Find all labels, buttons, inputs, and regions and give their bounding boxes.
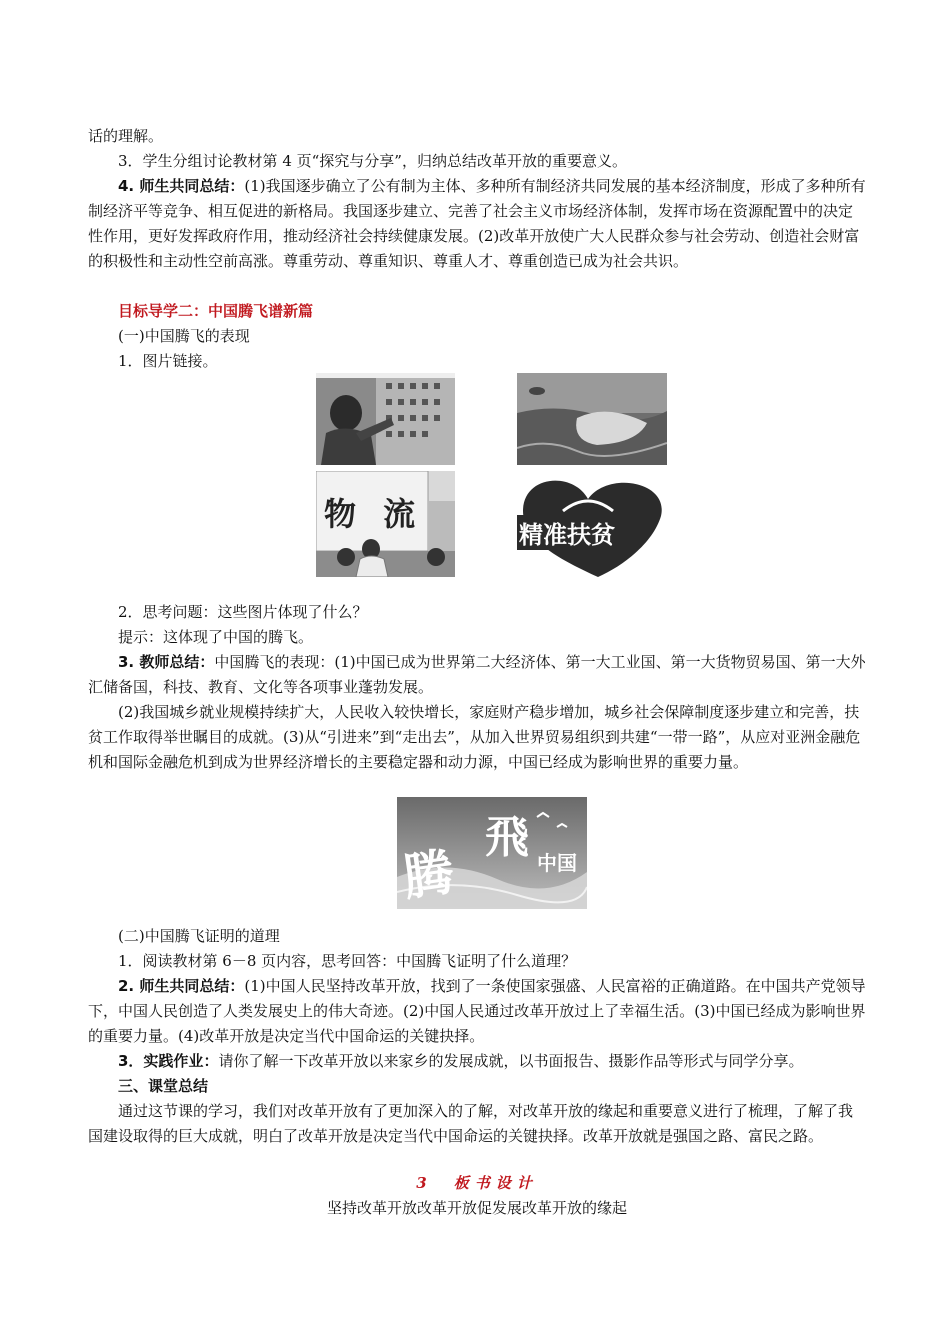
- tengfei-char-2: 飛: [485, 812, 529, 863]
- teacher-summary: [88, 650, 866, 700]
- teacher-summary-text: 中国腾飞的表现：(1)中国已成为世界第二大经济体、第一大工业国、第一大货物贸易国、第一大外汇储备国，科技、教育、文化等各项事业蓬勃发展。: [88, 653, 866, 696]
- think-question: [88, 600, 866, 625]
- submersible-photo: [517, 373, 667, 465]
- think-label: 2．思考问题：: [118, 603, 218, 621]
- item-4-label: 4. 师生共同总结：: [118, 177, 245, 195]
- section-2-heading: (二)中国腾飞证明的道理: [118, 927, 280, 945]
- china-soaring-banner: [397, 797, 587, 909]
- picture-link-item: 1．图片链接。: [118, 352, 218, 370]
- practice-text: 请你了解一下改革开放以来家乡的发展成就，以书面报告、摄影作品等形式与同学分享。: [218, 1052, 804, 1070]
- paragraph-2-3: (2)我国城乡就业规模持续扩大，人民收入较快增长，家庭财产稳步增加，城乡社会保障制度逐步建立和完善，扶贫工作取得举世瞩目的成就。(3)从“引进来”到“走出去”，从加入世界贸易组织到共建“一带一路”，从应对亚洲金融危机和国际金融危机到成为世界经济增长的主要稳定器和动力源，中国已经成为影响世界的重要力量。: [88, 703, 861, 771]
- poverty-alleviation-logo: [503, 471, 673, 579]
- board-design-title: 3 板书设计: [416, 1174, 538, 1192]
- practice-label: 3．实践作业：: [118, 1052, 219, 1070]
- logistics-photo: [316, 471, 455, 577]
- tengfei-word: 中国: [537, 851, 577, 875]
- item-4-text: (1)我国逐步确立了公有制为主体、多种所有制经济共同发展的基本经济制度，形成了多种所有制经济平等竞争、相互促进的新格局。我国逐步建立、完善了社会主义市场经济体制，发挥市场在资源配置中的决定性作用，更好发挥政府作用，推动经济社会持续健康发展。(2)改革开放使广大人民群众参与社会劳动、创造社会财富的积极性和主动性空前高涨。尊重劳动、尊重知识、尊重人才、尊重创造已成为社会共识。: [88, 177, 866, 270]
- paragraph-continuation: 话的理解。: [88, 127, 164, 145]
- item-3: 3．学生分组讨论教材第 4 页“探究与分享”，归纳总结改革开放的重要意义。: [118, 152, 627, 170]
- section-1-heading: (一)中国腾飞的表现: [118, 327, 250, 345]
- teacher-summary-label: 3. 教师总结：: [118, 653, 215, 671]
- think-text: 这些图片体现了什么？: [217, 603, 368, 621]
- greenhouse-photo: [316, 373, 455, 465]
- joint-summary-2-text: (1)中国人民坚持改革开放，找到了一条使国家强盛、人民富裕的正确道路。在中国共产党领导下，中国人民创造了人类发展史上的伟大奇迹。(2)中国人民通过改革开放过上了幸福生活。(3)中国已经成为影响世界的重要力量。(4)改革开放是决定当代中国命运的关键抉择。: [88, 977, 866, 1045]
- practice-homework: [88, 1049, 866, 1074]
- board-design-line: 坚持改革开放改革开放促发展改革开放的缘起: [326, 1199, 627, 1217]
- class-summary-text: 通过这节课的学习，我们对改革开放有了更加深入的了解，对改革开放的缘起和重要意义进行了梳理，了解了我国建设取得的巨大成就，明白了改革开放是决定当代中国命运的关键抉择。改革开放就是强国之路、富民之路。: [88, 1102, 854, 1145]
- logistics-sign-text: 物 流: [324, 495, 424, 533]
- class-summary-heading: 三、课堂总结: [118, 1077, 209, 1095]
- read-item: 1．阅读教材第 6－8 页内容，思考回答：中国腾飞证明了什么道理？: [118, 952, 577, 970]
- hint-text: 提示：这体现了中国的腾飞。: [118, 628, 314, 646]
- joint-summary-2: [88, 974, 866, 1049]
- goal-2-heading: 目标导学二：中国腾飞谱新篇: [118, 302, 314, 320]
- item-4: [88, 174, 866, 274]
- tengfei-char-1: 腾: [399, 841, 458, 908]
- poverty-logo-text: 精准扶贫: [517, 515, 617, 550]
- joint-summary-2-label: 2. 师生共同总结：: [118, 977, 245, 995]
